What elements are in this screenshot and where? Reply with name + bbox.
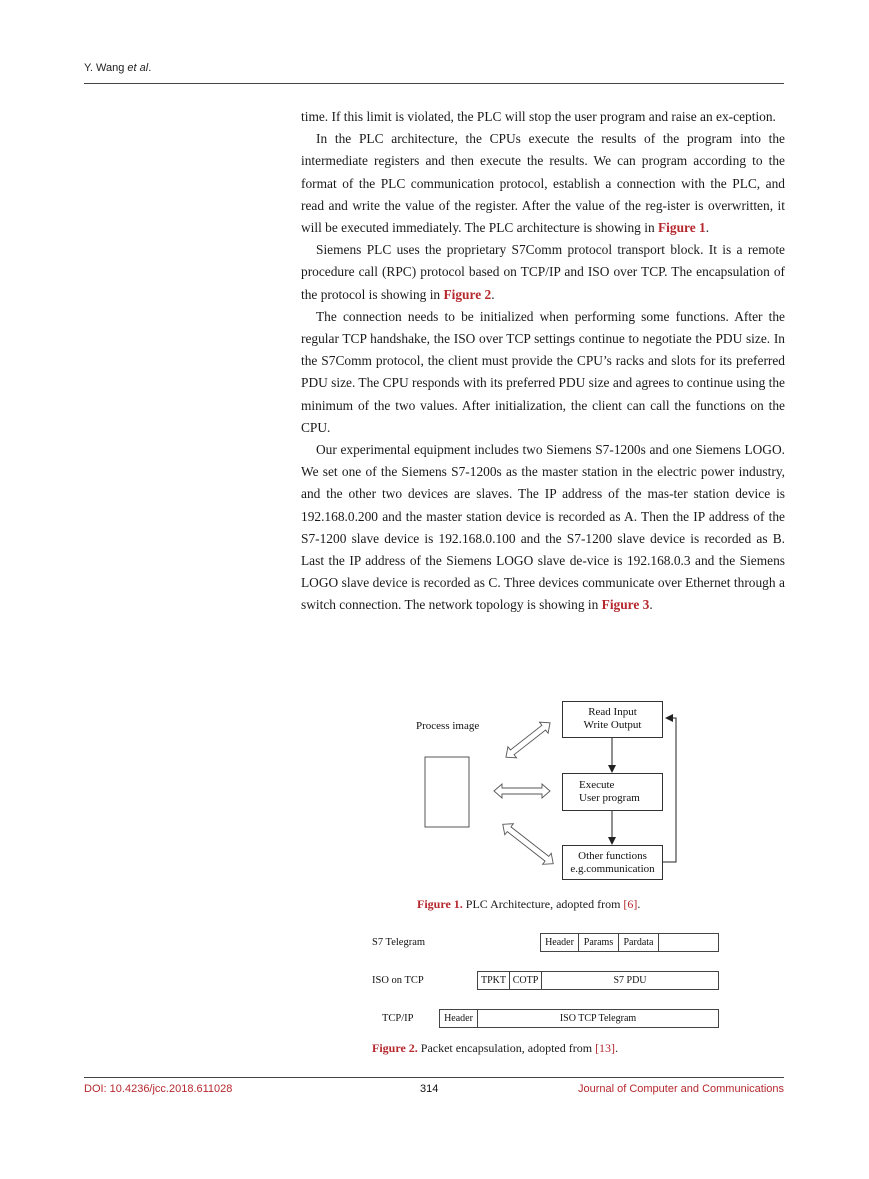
caption-end: .: [637, 897, 641, 911]
figure-2-link[interactable]: Figure 2: [443, 286, 492, 302]
paragraph-2: [301, 128, 785, 239]
paragraph-text: Our experimental equipment includes two Siemens S7-1200s and one Siemens LOGO. We set one of the Siemens S7-1200s as the master station in the electric power industry, and the other two devices are slaves. The IP address of the mas-ter station device is 192.168.0.200 and the master station device is recorded as A. Then the IP address of the S7-1200 slave device is 192.168.0.100 and the S7-1200 slave device is recorded as B. Last the IP address of the Siemens LOGO slave de-vice is 192.168.0.3 and the Siemens LOGO slave device is recorded as C. Three devices communicate over Ethernet through a switch connection. The network topology is showing in: [301, 442, 785, 613]
box-line: e.g.communication: [570, 863, 655, 875]
box-line: Read Input: [588, 706, 637, 718]
citation-link[interactable]: [13]: [595, 1041, 616, 1055]
caption-text: PLC Architecture, adopted from: [462, 897, 624, 911]
s7-telegram-bar: [540, 933, 719, 952]
paragraph-text: In the PLC architecture, the CPUs execute the results of the program into the intermediate registers and then execute the results. We can program according to the format of the PLC communication protocol, establish a connection with the PLC, and read and write the value of the register. After the value of the reg-ister is overwritten, it will be executed immediately. The PLC architecture is showing in: [301, 131, 785, 236]
page-number: 314: [420, 1083, 439, 1095]
figure-1-caption: [417, 897, 640, 912]
header-rule: [84, 83, 784, 84]
paragraph-3: [301, 239, 785, 306]
row-label-iso-on-tcp: ISO on TCP: [372, 975, 424, 986]
tcp-ip-bar: [439, 1009, 719, 1028]
process-image-label: Process image: [416, 720, 480, 732]
paragraph-text: Siemens PLC uses the proprietary S7Comm protocol transport block. It is a remote procedure call (RPC) protocol based on TCP/IP and ISO over TCP. The encapsulation of the protocol is showing in: [301, 242, 785, 302]
figure-1: [400, 696, 700, 886]
cell-header: Header: [541, 934, 579, 951]
journal-name[interactable]: Journal of Computer and Communications: [577, 1083, 784, 1095]
caption-label: Figure 1.: [417, 897, 463, 911]
box-line: Write Output: [583, 719, 642, 731]
footer-rule: [84, 1077, 784, 1078]
cell-empty: [659, 934, 718, 951]
paragraph-text: The connection needs to be initialized when performing some functions. After the regular TCP handshake, the ISO over TCP settings continue to negotiate the PDU size. In the S7Comm protocol, the client must provide the CPU’s racks and slots for its preferred PDU size. The CPU responds with its preferred PDU size and agrees to continue using the minimum of the two values. After initialization, the client can call the functions on the CPU.: [301, 308, 785, 435]
cell-tcp-header: Header: [440, 1010, 478, 1027]
paragraph-text: .: [705, 220, 710, 236]
body-text: [301, 106, 785, 617]
cell-cotp: COTP: [510, 972, 542, 989]
paragraph-5: [301, 439, 785, 617]
figure-3-link[interactable]: Figure 3: [601, 597, 650, 613]
caption-end: .: [615, 1041, 619, 1055]
paragraph-text: time. If this limit is violated, the PLC will stop the user program and raise an ex-ception.: [301, 109, 776, 124]
cell-tpkt: TPKT: [478, 972, 510, 989]
et-al: et al: [127, 62, 149, 74]
cell-iso-tcp-telegram: ISO TCP Telegram: [559, 1013, 637, 1024]
cell-s7-pdu: S7 PDU: [613, 975, 647, 986]
box-line: Execute: [579, 779, 615, 791]
double-arrow-bottom: [498, 819, 557, 869]
double-arrow-middle: [494, 784, 550, 798]
paragraph-text: .: [491, 286, 495, 302]
double-arrow-top: [502, 717, 555, 763]
paragraph-1: [301, 106, 785, 128]
author-period: .: [148, 62, 152, 74]
other-functions-box: [562, 845, 663, 880]
box-line: Other functions: [578, 850, 647, 862]
doi-link[interactable]: DOI: 10.4236/jcc.2018.611028: [84, 1083, 233, 1095]
figure-2-caption: [372, 1041, 618, 1056]
arrow-feedback-loop: [663, 718, 676, 862]
iso-on-tcp-bar: [477, 971, 719, 990]
row-label-tcp-ip: TCP/IP: [382, 1013, 414, 1024]
citation-link[interactable]: [6]: [623, 897, 638, 911]
cell-params: Params: [579, 934, 619, 951]
row-label-s7-telegram: S7 Telegram: [372, 937, 426, 948]
caption-text: Packet encapsulation, adopted from: [417, 1041, 596, 1055]
caption-label: Figure 2.: [372, 1041, 418, 1055]
execute-box: [562, 773, 663, 811]
paragraph-4: [301, 306, 785, 439]
box-line: User program: [579, 792, 640, 804]
paragraph-text: .: [649, 597, 653, 613]
author-name: Y. Wang: [84, 62, 128, 74]
cell-pardata: Pardata: [619, 934, 659, 951]
figure-1-link[interactable]: Figure 1: [658, 220, 706, 236]
running-head: [84, 62, 151, 74]
read-input-box: [562, 701, 663, 738]
process-image-box: [425, 757, 469, 827]
